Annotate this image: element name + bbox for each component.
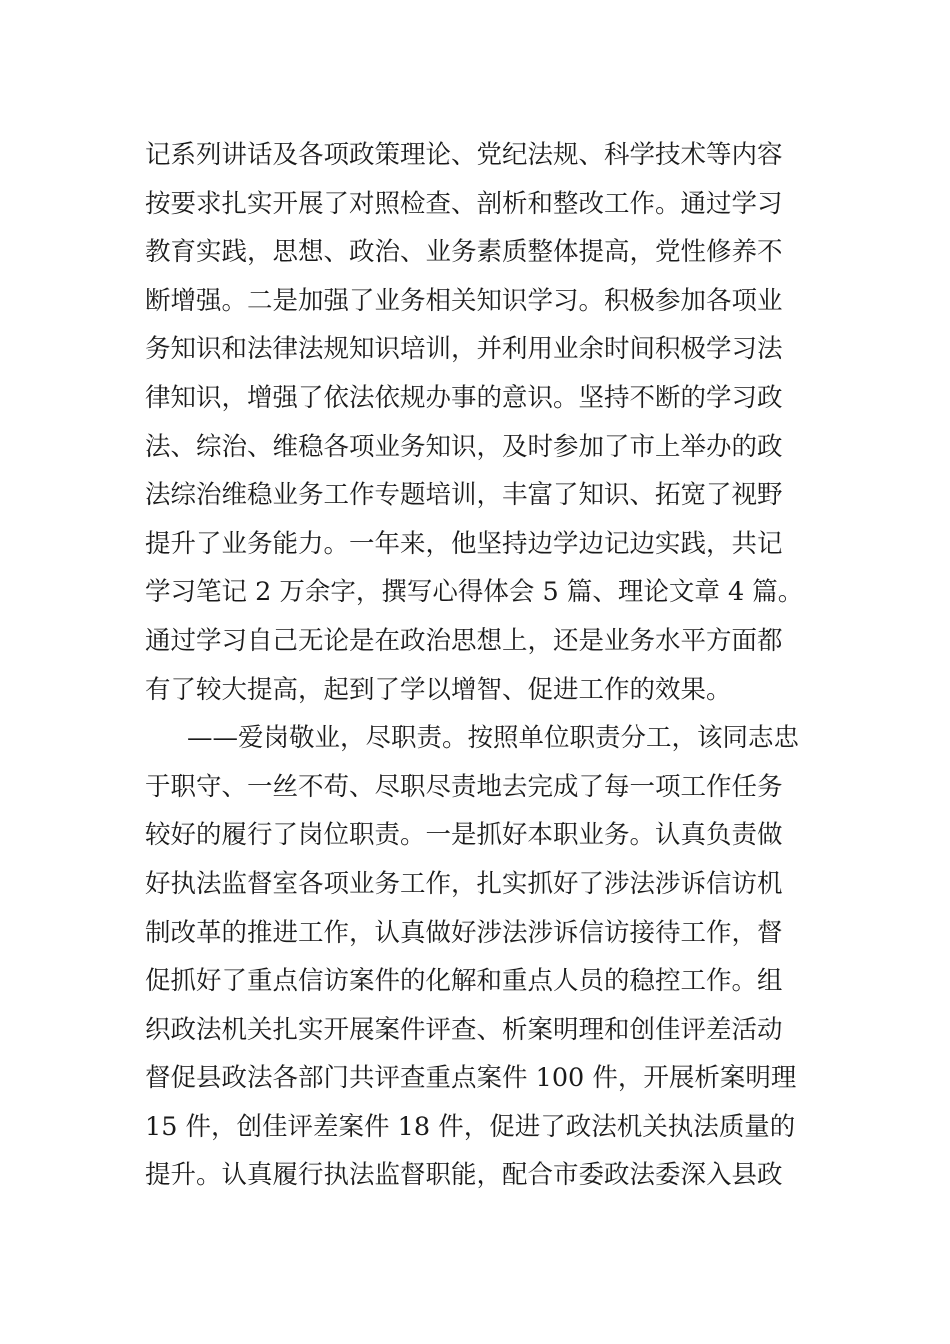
- text-line-16: 好执法监督室各项业务工作，扎实抓好了涉法涉诉信访机: [145, 868, 783, 899]
- text-line-12: 有了较大提高，起到了学以增智、促进工作的效果。: [145, 674, 732, 705]
- text-line-9: 提升了业务能力。一年来，他坚持边学边记边实践，共记: [145, 528, 783, 559]
- text-line-4: 断增强。二是加强了业务相关知识学习。积极参加各项业: [145, 285, 783, 316]
- text-line-22: 提升。认真履行执法监督职能，配合市委政法委深入县政: [145, 1160, 783, 1191]
- text-line-15: 较好的履行了岗位职责。一是抓好本职业务。认真负责做: [145, 820, 783, 851]
- text-line-19: 织政法机关扎实开展案件评查、析案明理和创佳评差活动: [145, 1014, 783, 1045]
- text-line-21: 15 件，创佳评差案件 18 件，促进了政法机关执法质量的: [145, 1111, 796, 1142]
- text-line-3: 教育实践，思想、政治、业务素质整体提高，党性修养不: [145, 237, 783, 268]
- text-line-17: 制改革的推进工作，认真做好涉法涉诉信访接待工作，督: [145, 917, 783, 948]
- text-line-11: 通过学习自己无论是在政治思想上，还是业务水平方面都: [145, 625, 783, 656]
- text-line-8: 法综治维稳业务工作专题培训，丰富了知识、拓宽了视野: [145, 480, 783, 511]
- text-line-6: 律知识，增强了依法依规办事的意识。坚持不断的学习政: [145, 382, 783, 413]
- body-text: [145, 131, 815, 1200]
- text-line-20: 督促县政法各部门共评查重点案件 100 件，开展析案明理: [145, 1063, 797, 1094]
- text-line-18: 促抓好了重点信访案件的化解和重点人员的稳控工作。组: [145, 966, 783, 997]
- text-line-2: 按要求扎实开展了对照检查、剖析和整改工作。通过学习: [145, 188, 783, 219]
- text-line-14: 于职守、一丝不苟、尽职尽责地去完成了每一项工作任务: [145, 771, 783, 802]
- text-line-10: 学习笔记 2 万余字，撰写心得体会 5 篇、理论文章 4 篇。: [145, 577, 804, 608]
- text-line-5: 务知识和法律法规知识培训，并利用业余时间积极学习法: [145, 334, 783, 365]
- text-line-1: 记系列讲话及各项政策理论、党纪法规、科学技术等内容: [145, 140, 783, 170]
- text-line-13: ——爱岗敬业，尽职责。按照单位职责分工，该同志忠: [187, 723, 800, 754]
- text-line-7: 法、综治、维稳各项业务知识，及时参加了市上举办的政: [145, 431, 783, 462]
